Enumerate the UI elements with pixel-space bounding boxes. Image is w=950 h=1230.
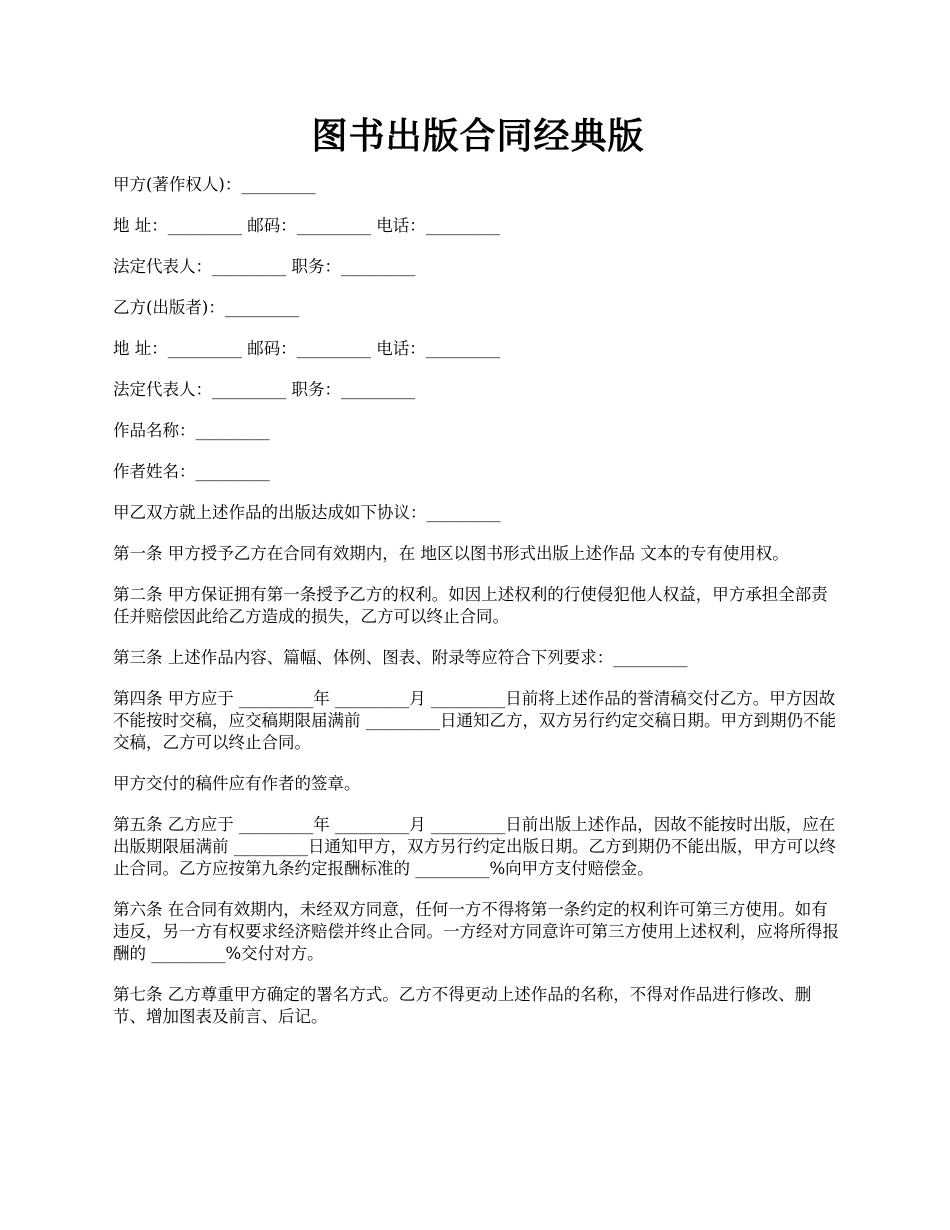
article-1: 第一条 甲方授予乙方在合同有效期内，在 地区以图书形式出版上述作品 文本的专有使用权。 bbox=[113, 544, 789, 563]
agreement-intro: 甲乙双方就上述作品的出版达成如下协议：_________ bbox=[113, 503, 501, 522]
article-4-note: 甲方交付的稿件应有作者的签章。 bbox=[113, 774, 361, 793]
article-3: 第三条 上述作品内容、篇幅、体例、图表、附录等应符合下列要求：_________ bbox=[113, 648, 688, 667]
article-7: 第七条 乙方尊重甲方确定的署名方式。乙方不得更动上述作品的名称，不得对作品进行修改、删节、增加图表及前言、后记。 bbox=[113, 985, 812, 1026]
document-title: 图书出版合同经典版 bbox=[311, 115, 645, 157]
party-a-line: 甲方(著作权人)：_________ bbox=[113, 175, 316, 194]
party-b-representative-line: 法定代表人：_________ 职务：_________ bbox=[113, 380, 416, 399]
party-a-address-line: 地 址：_________ 邮码：_________ 电话：_________ bbox=[113, 216, 500, 235]
article-4: 第四条 甲方应于 _________年 _________月 _________日前将上述作品的誉清稿交付乙方。甲方因故不能按时交稿，应交稿期限届满前 _________日通知乙方，双方另行约定交稿日期。甲方到期仍不能交稿，乙方可以终止合同。 bbox=[113, 689, 836, 752]
author-name-line: 作者姓名：_________ bbox=[113, 462, 270, 481]
article-2: 第二条 甲方保证拥有第一条授予乙方的权利。如因上述权利的行使侵犯他人权益，甲方承担全部责任并赔偿因此给乙方造成的损失，乙方可以终止合同。 bbox=[113, 585, 828, 626]
work-title-line: 作品名称：_________ bbox=[113, 421, 270, 440]
party-b-address-line: 地 址：_________ 邮码：_________ 电话：_________ bbox=[113, 339, 500, 358]
party-a-representative-line: 法定代表人：_________ 职务：_________ bbox=[113, 257, 416, 276]
party-b-line: 乙方(出版者)：_________ bbox=[113, 298, 300, 317]
article-6: 第六条 在合同有效期内，未经双方同意，任何一方不得将第一条约定的权利许可第三方使用。如有违反，另一方有权要求经济赔偿并终止合同。一方经对方同意许可第三方使用上述权利，应将所得报酬的 _________%交付对方。 bbox=[113, 900, 839, 963]
article-5: 第五条 乙方应于 _________年 _________月 _________日前出版上述作品，因故不能按时出版，应在出版期限届满前 _________日通知甲方，双方另行约定出版日期。乙方到期仍不能出版，甲方可以终止合同。乙方应按第九条约定报酬标准的 _________%向甲方支付赔偿金。 bbox=[113, 815, 836, 878]
document-page bbox=[113, 108, 843, 1047]
